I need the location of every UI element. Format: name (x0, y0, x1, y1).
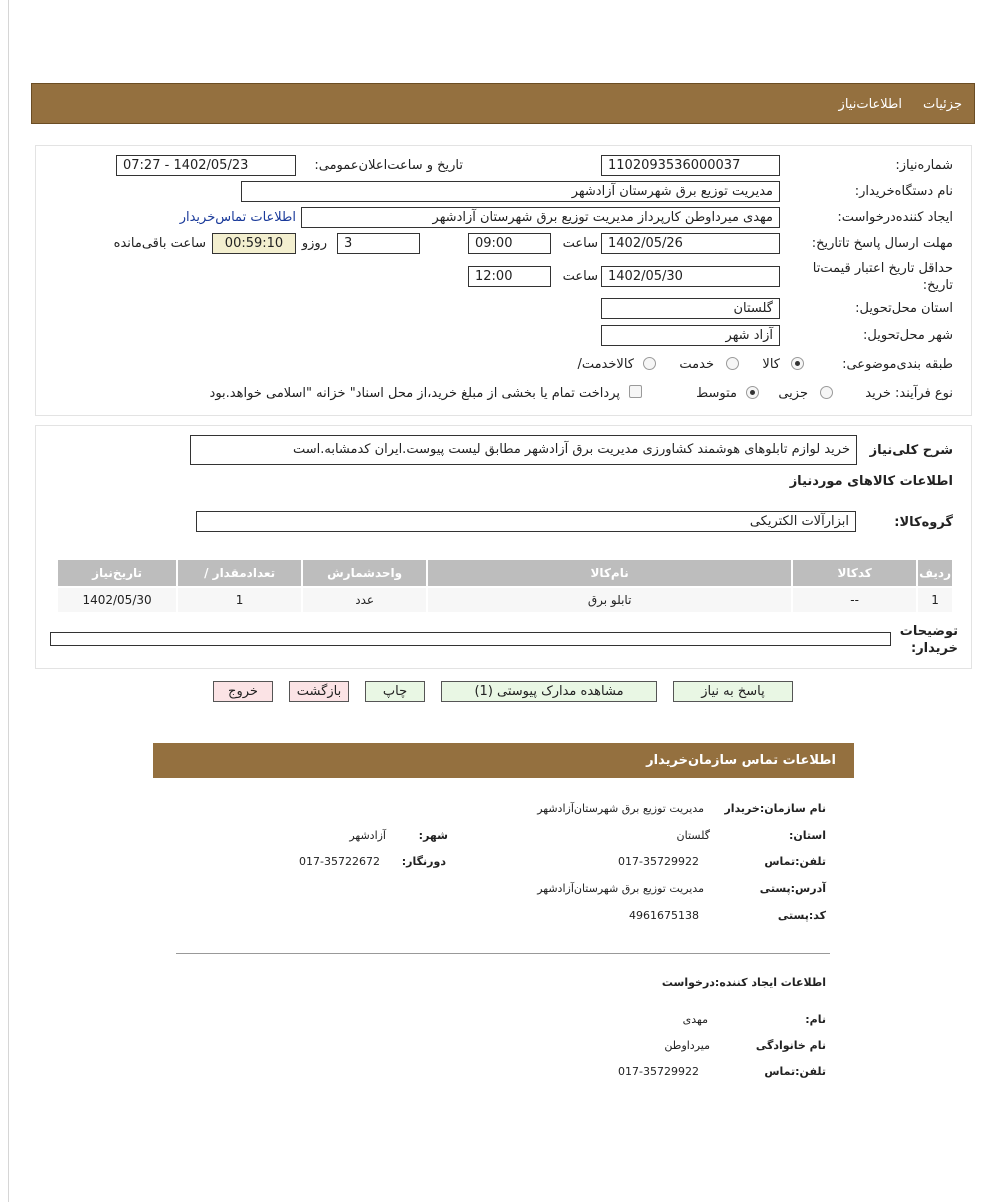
cell-qty: 1 (178, 588, 301, 612)
general-description-label: شرح کلی‌نیاز (869, 443, 953, 458)
contact-org-label: نام سازمان:خریدار (724, 802, 826, 815)
contact-province-label: استان: (789, 829, 826, 842)
goods-group-field: ابزارآلات الکتریکی (196, 511, 856, 532)
buyer-notes-label-2: خریدار: (911, 641, 958, 656)
treasury-payment-note: پرداخت تمام یا بخشی از مبلغ خرید،از محل اسناد" خزانه "اسلامی خواهد.بود (209, 386, 620, 401)
city-label: شهر محل‌تحویل: (863, 328, 953, 343)
buyer-contact-header (153, 743, 854, 778)
creator-name-label: نام: (805, 1013, 826, 1026)
col-date: تاریخ‌نیاز (58, 560, 176, 586)
deadline-label: مهلت ارسال پاسخ تا‌تاریخ: (811, 236, 953, 251)
category-goods-service-radio[interactable] (643, 357, 656, 370)
contact-address-label: آدرس:پستی (759, 882, 826, 895)
creator-label: ایجاد کننده‌درخواست: (837, 210, 953, 225)
need-info-tab[interactable]: اطلاعات‌نیاز (838, 97, 902, 112)
remaining-time-field: 00:59:10 (212, 233, 296, 254)
contact-city-label: شهر: (418, 829, 448, 842)
need-number-field: 1102093536000037 (601, 155, 780, 176)
category-goods-radio[interactable] (791, 357, 804, 370)
attachments-button[interactable]: مشاهده مدارک پیوستی (1) (441, 681, 657, 702)
creator-family-label: نام خانوادگی (755, 1039, 826, 1052)
days-label: روزو (301, 236, 327, 251)
cell-row: 1 (918, 588, 952, 612)
contact-phone-value: 017-35729922 (618, 855, 699, 868)
contact-org-value: مدیریت توزیع برق شهرستان‌آزادشهر (537, 802, 704, 815)
page-left-border (8, 0, 9, 1202)
validity-hour-label: ساعت (562, 269, 598, 284)
creator-info-title: اطلاعات ایجاد کننده:درخواست (661, 976, 826, 989)
reply-button[interactable]: پاسخ به نیاز (673, 681, 793, 702)
validity-date-field: 1402/05/30 (601, 266, 780, 287)
deadline-hour-label: ساعت (562, 236, 598, 251)
goods-table (56, 558, 954, 614)
creator-family-value: میرداوطن (664, 1039, 710, 1052)
creator-name-value: مهدی (682, 1013, 708, 1026)
category-service-radio[interactable] (726, 357, 739, 370)
contact-phone-label: تلفن:تماس (764, 855, 826, 868)
province-field: گلستان (601, 298, 780, 319)
table-row (58, 588, 952, 612)
contact-postal-label: کد:پستی (777, 909, 826, 922)
contact-province-value: گلستان (676, 829, 710, 842)
buyer-contact-title: اطلاعات تماس سازمان‌خریدار (646, 753, 836, 768)
process-medium-radio[interactable] (746, 386, 759, 399)
validity-label-1: حداقل تاریخ اعتبار قیمت‌تا (812, 261, 953, 276)
contact-fax-label: دورنگار: (401, 855, 446, 868)
category-goods-label: کالا (762, 357, 780, 372)
validity-label-2: تاریخ: (922, 278, 953, 293)
col-name: نام‌کالا (428, 560, 791, 586)
days-field: 3 (337, 233, 420, 254)
creator-phone-value: 017-35729922 (618, 1065, 699, 1078)
print-button[interactable]: چاپ (365, 681, 425, 702)
col-qty: تعدادمقدار / (178, 560, 301, 586)
remaining-label: ساعت باقی‌مانده (113, 236, 206, 251)
cell-unit: عدد (303, 588, 426, 612)
cell-name: تابلو برق (428, 588, 791, 612)
goods-group-label: گروه‌کالا: (894, 515, 953, 530)
col-row: ردیف (918, 560, 952, 586)
contact-city-value: آزادشهر (349, 829, 386, 842)
province-label: استان محل‌تحویل: (855, 301, 953, 316)
validity-time-field: 12:00 (468, 266, 551, 287)
buyer-notes-label-1: توضیحات (899, 624, 958, 639)
general-description-field: خرید لوازم تابلوهای هوشمند کشاورزی مدیریت برق آزادشهر مطابق لیست پیوست.ایران کدمشابه.است (190, 435, 857, 465)
announce-label: تاریخ و ساعت‌اعلان‌عمومی: (314, 158, 463, 173)
buyer-contact-link[interactable]: اطلاعات تماس‌خریدار (179, 210, 296, 225)
category-goods-service-label: کالا‌خدمت/ (577, 357, 634, 372)
goods-info-title: اطلاعات کالاهای مورد‌نیاز (789, 474, 953, 489)
details-tab[interactable]: جزئیات (923, 97, 962, 112)
exit-button[interactable]: خروج (213, 681, 273, 702)
announce-field: 1402/05/23 - 07:27 (116, 155, 296, 176)
section-divider (176, 953, 830, 954)
process-medium-label: متوسط (696, 386, 737, 401)
city-field: آزاد شهر (601, 325, 780, 346)
cell-date: 1402/05/30 (58, 588, 176, 612)
buyer-org-field: مدیریت توزیع برق شهرستان آزادشهر (241, 181, 780, 202)
details-header (31, 83, 975, 124)
contact-fax-value: 017-35722672 (299, 855, 380, 868)
back-button[interactable]: بازگشت (289, 681, 349, 702)
buyer-notes-field (50, 632, 891, 646)
need-number-label: شماره‌نیاز: (895, 158, 953, 173)
cell-code: -- (793, 588, 916, 612)
creator-field: مهدی میرداوطن کارپرداز مدیریت توزیع برق شهرستان آزادشهر (301, 207, 780, 228)
category-label: طبقه بندی‌موضوعی: (842, 357, 953, 372)
category-service-label: خدمت (679, 357, 714, 372)
process-minor-label: جزیی (778, 386, 808, 401)
creator-phone-label: تلفن:تماس (764, 1065, 826, 1078)
col-unit: واحدشمارش (303, 560, 426, 586)
col-code: کدکالا (793, 560, 916, 586)
treasury-payment-checkbox[interactable] (629, 385, 642, 398)
process-minor-radio[interactable] (820, 386, 833, 399)
deadline-date-field: 1402/05/26 (601, 233, 780, 254)
contact-address-value: مدیریت توزیع برق شهرستان‌آزادشهر (537, 882, 704, 895)
process-label: نوع فرآیند: خرید (865, 386, 953, 401)
contact-postal-value: 4961675138 (629, 909, 699, 922)
deadline-time-field: 09:00 (468, 233, 551, 254)
buyer-org-label: نام دستگاه‌خریدار: (854, 184, 953, 199)
